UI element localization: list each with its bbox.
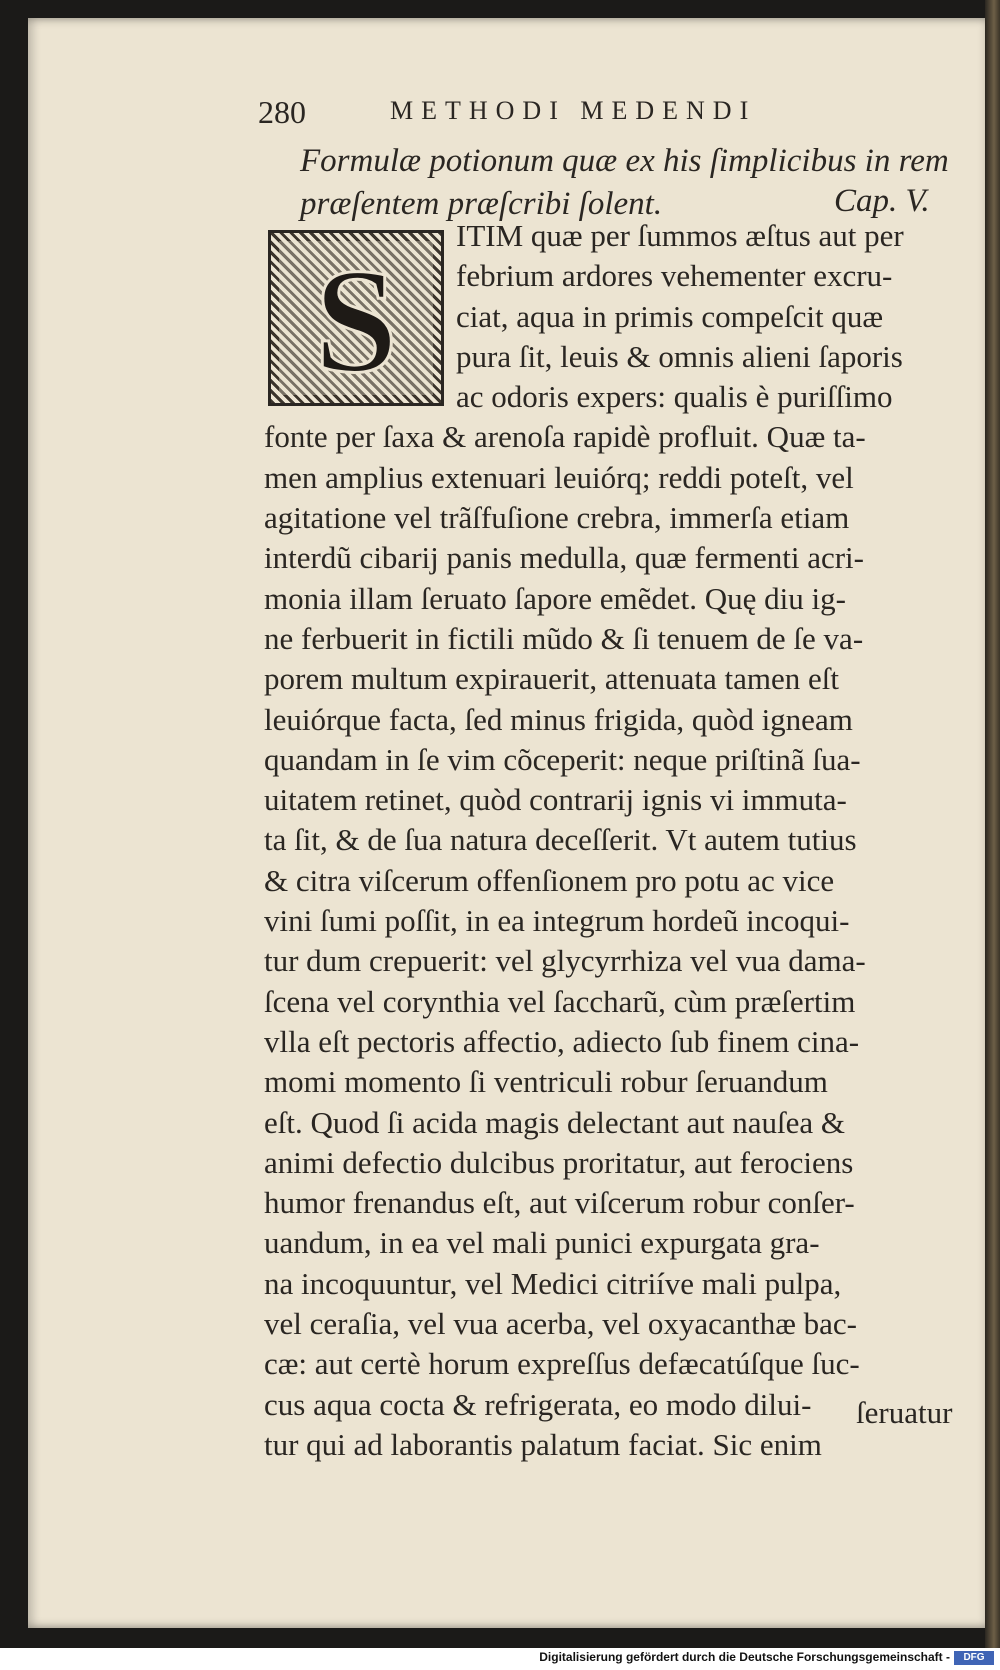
text-line: fonte per ſaxa & arenoſa rapidè profluit. Quæ ta- [264, 419, 866, 455]
text-line: pura ſit, leuis & omnis alieni ſaporis [456, 338, 903, 374]
text-line: leuiórque facta, ſed minus frigida, quòd igneam [264, 701, 853, 737]
text-line: humor frenandus eſt, aut viſcerum robur conſer- [264, 1185, 855, 1221]
text-line: monia illam ſeruato ſapore emẽdet. Quę diu ig- [264, 580, 846, 616]
page-number: 280 [258, 94, 306, 130]
text-line: uitatem retinet, quòd contrarij ignis vi immuta- [264, 782, 847, 818]
text-line: ITIM quæ per ſummos æſtus aut per [456, 218, 904, 253]
text-line: momi momento ſi ventriculi robur ſeruandum [264, 1064, 828, 1100]
text-line: porem multum expirauerit, attenuata tamen eſt [264, 661, 840, 697]
text-line: animi defectio dulcibus proritatur, aut ferociens [264, 1144, 854, 1180]
text-line: febrium ardores vehementer excru- [456, 258, 893, 294]
chapter-title: Formulæ potionum quæ ex his ſimplicibus in rem præſentem præſcribi ſolent. [300, 143, 949, 222]
text-line: cæ: aut certè horum expreſſus defæcatúſque ſuc- [264, 1346, 860, 1382]
footer-credit: Digitalisierung gefördert durch die Deutsche Forschungsgemeinschaft - [539, 1650, 950, 1664]
dfg-logo: DFG [954, 1651, 994, 1665]
text-line: ſcena vel corynthia vel ſaccharũ, cùm præſertim [264, 983, 856, 1019]
text-line: na incoquuntur, vel Medici citriíve mali pulpa, [264, 1265, 842, 1301]
text-line: vlla eſt pectoris affectio, adiecto ſub finem cina- [264, 1023, 860, 1059]
text-line: vini ſumi poſſit, in ea integrum hordeũ incoqui- [264, 903, 850, 939]
text-line: ta ſit, & de ſua natura deceſſerit. Vt autem tutius [264, 822, 857, 858]
text-line: interdũ cibarij panis medulla, quæ fermenti acri- [264, 540, 864, 576]
text-line: men amplius extenuari leuiórq; reddi poteſt, vel [264, 459, 854, 495]
text-line: tur dum crepuerit: vel glycyrrhiza vel vua dama- [264, 943, 866, 979]
book-edge [985, 0, 1000, 1670]
text-line: ac odoris expers: qualis è puriſſimo [456, 379, 893, 415]
text-line: cus aqua cocta & refrigerata, eo modo dilui- [264, 1386, 812, 1422]
text-line: ne ferbuerit in fictili mũdo & ſi tenuem de ſe va- [264, 620, 864, 656]
text-line: agitatione vel trãſfuſione crebra, immerſa etiam [264, 500, 850, 536]
text-line: tur qui ad laborantis palatum faciat. Sic enim [264, 1426, 822, 1462]
initial-letter: S [314, 238, 398, 403]
text-line: & citra viſcerum offenſionem pro potu ac vice [264, 862, 835, 898]
running-head: METHODI MEDENDI [390, 96, 757, 125]
text-line: uandum, in ea vel mali punici expurgata gra- [264, 1225, 820, 1261]
text-line: ciat, aqua in primis compeſcit quæ [456, 298, 884, 334]
text-line: eſt. Quod ſi acida magis delectant aut nauſea & [264, 1104, 846, 1140]
chapter-label: Cap. V. [834, 183, 930, 219]
text-line: vel ceraſia, vel vua acerba, vel oxyacanthæ bac- [264, 1306, 857, 1342]
body-text [264, 216, 974, 1465]
text-line: quandam in ſe vim cõceperit: neque priſtinã ſua- [264, 741, 861, 777]
catchword: ſeruatur [856, 1395, 953, 1430]
